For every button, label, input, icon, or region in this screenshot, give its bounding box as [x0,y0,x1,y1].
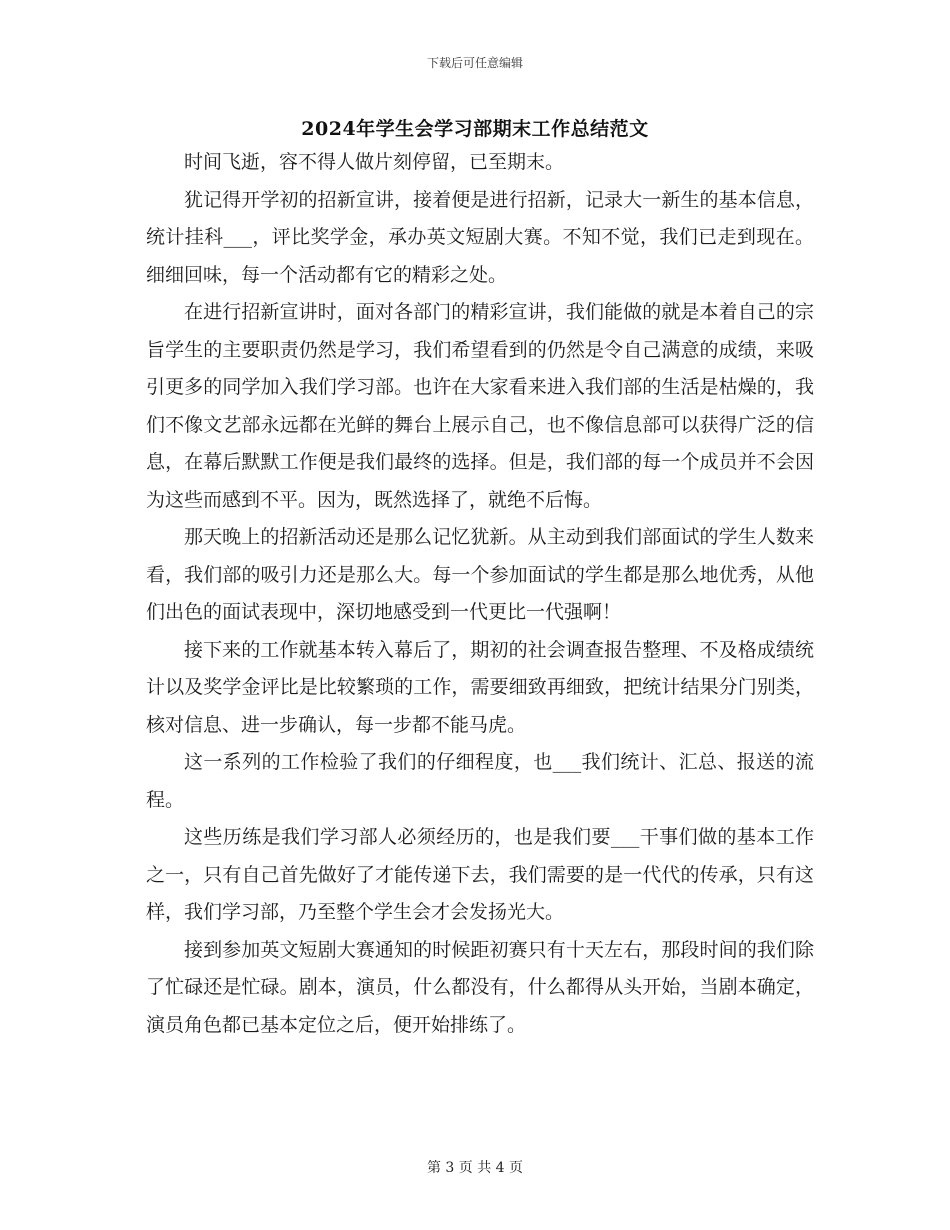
paragraph: 那天晚上的招新活动还是那么记忆犹新。从主动到我们部面试的学生人数来看，我们部的吸引力还是那么大。每一个参加面试的学生都是那么地优秀，从他们出色的面试表现中，深切地感受到一代更比一代强啊！ [146,526,814,623]
paragraph: 这些历练是我们学习部人必须经历的，也是我们要___干事们做的基本工作之一，只有自己首先做好了才能传递下去，我们需要的是一代代的传承，只有这样，我们学习部，乃至整个学生会才会发扬光大。 [146,826,814,923]
document-body [146,144,814,1044]
paragraph: 接下来的工作就基本转入幕后了，期初的社会调查报告整理、不及格成绩统计以及奖学金评比是比较繁琐的工作，需要细致再细致，把统计结果分门别类，核对信息、进一步确认，每一步都不能马虎。 [146,638,814,736]
paragraph: 犹记得开学初的招新宣讲，接着便是进行招新，记录大一新生的基本信息，统计挂科___，评比奖学金，承办英文短剧大赛。不知不觉，我们已走到现在。细细回味，每一个活动都有它的精彩之处。 [146,188,814,286]
page-indicator: 第 3 页 共 4 页 [426,1160,524,1176]
paragraph: 在进行招新宣讲时，面对各部门的精彩宣讲，我们能做的就是本着自己的宗旨学生的主要职责仍然是学习，我们希望看到的仍然是令自己满意的成绩，来吸引更多的同学加入我们学习部。也许在大家看来进入我们部的生活是枯燥的，我们不像文艺部永远都在光鲜的舞台上展示自己，也不像信息部可以获得广泛的信息，在幕后默默工作便是我们最终的选择。但是，我们部的每一个成员并不会因为这些而感到不平。因为，既然选择了，就绝不后悔。 [146,301,814,511]
document-title: 2024年学生会学习部期末工作总结范文 [301,118,649,140]
paragraph: 时间飞逝，容不得人做片刻停留，已至期末。 [184,151,565,173]
paragraph: 这一系列的工作检验了我们的仔细程度，也___我们统计、汇总、报送的流程。 [146,751,814,811]
paragraph: 接到参加英文短剧大赛通知的时候距初赛只有十天左右，那段时间的我们除了忙碌还是忙碌。剧本，演员，什么都没有，什么都得从头开始，当剧本确定，演员角色都已基本定位之后，便开始排练了。 [146,938,814,1036]
header-note: 下载后可任意编辑 [426,56,523,70]
